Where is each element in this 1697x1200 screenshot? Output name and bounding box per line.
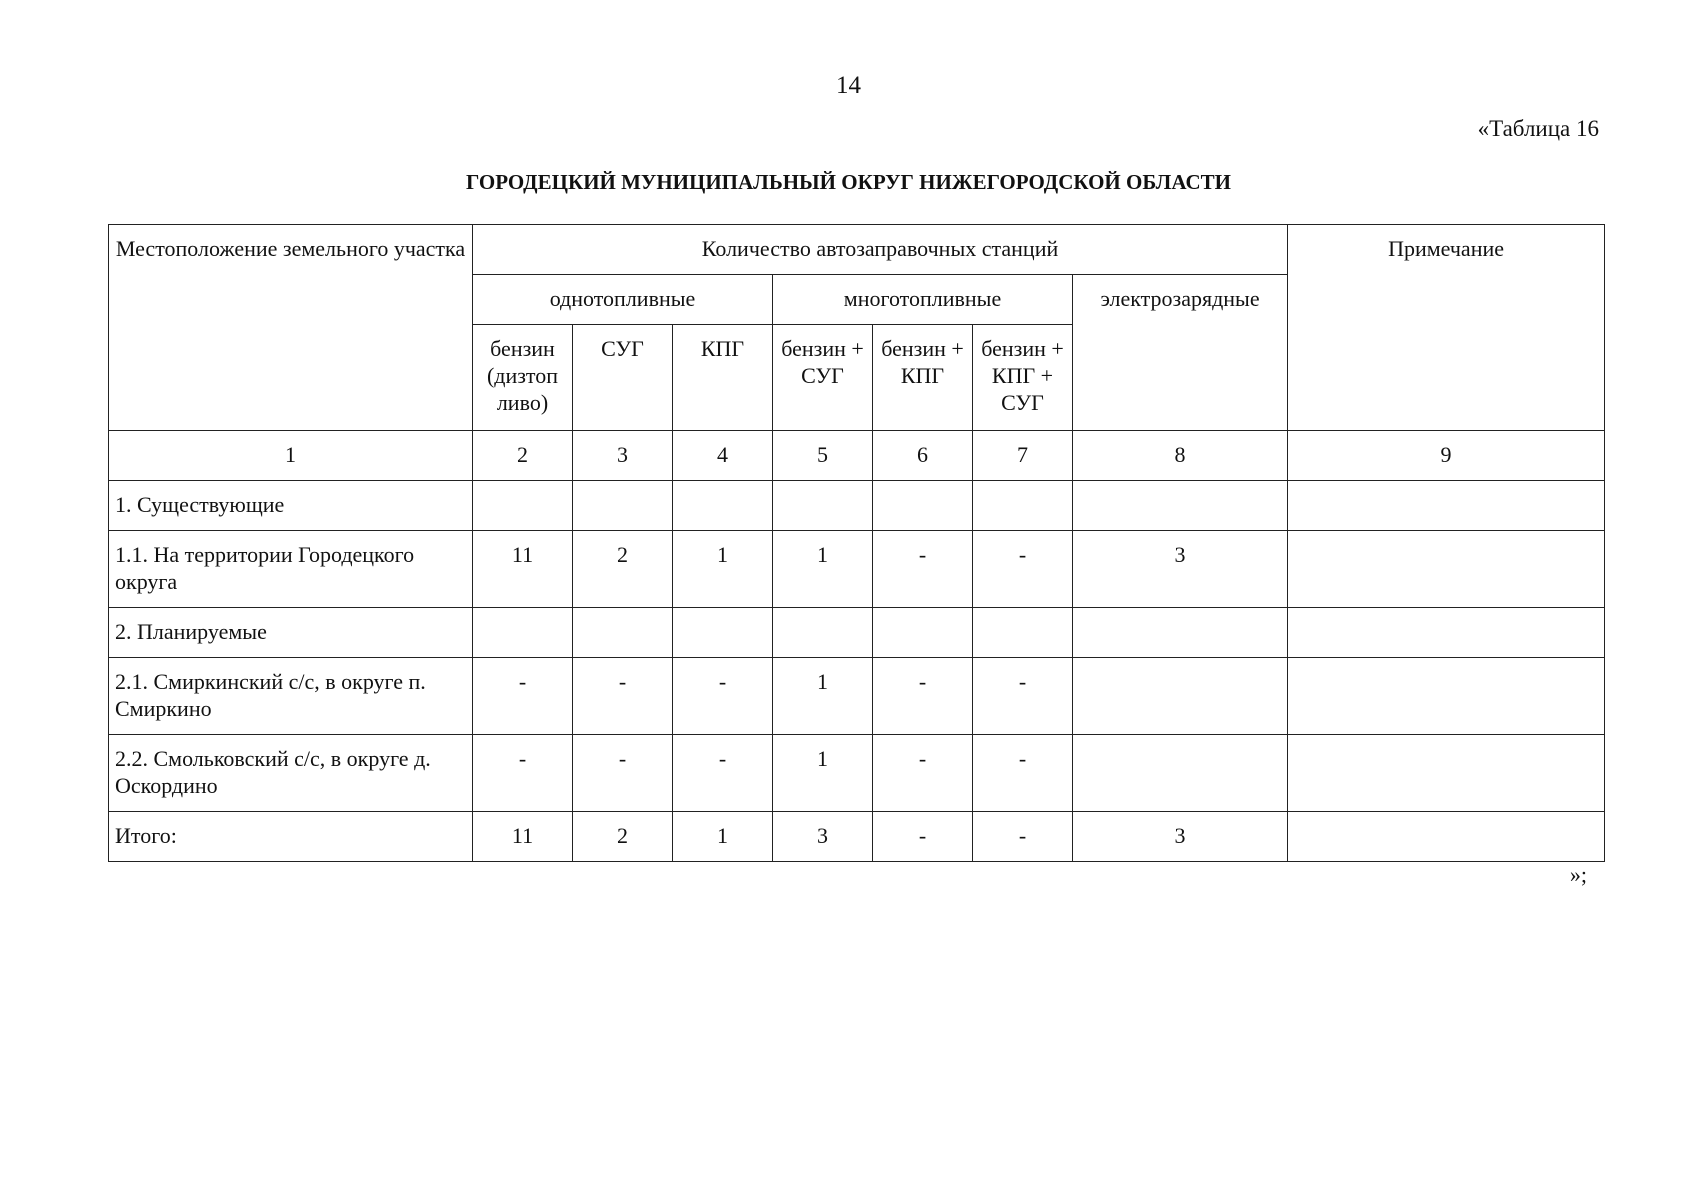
header-single-fuel: однотопливные (473, 275, 773, 325)
table-row (109, 481, 1605, 531)
table-cell (1073, 481, 1288, 531)
header-fuel-type: бензин + КПГ (873, 325, 973, 431)
table-cell: - (573, 735, 673, 812)
column-number: 9 (1288, 431, 1605, 481)
table-cell: 11 (473, 812, 573, 862)
table-cell (1288, 531, 1605, 608)
table-cell: 3 (773, 812, 873, 862)
row-label: 1.1. На территории Городецкого округа (109, 531, 473, 608)
table-cell: - (673, 658, 773, 735)
table-cell: - (573, 658, 673, 735)
column-number: 6 (873, 431, 973, 481)
header-note: Примечание (1288, 225, 1605, 431)
table-cell (1288, 812, 1605, 862)
table-caption: «Таблица 16 (1477, 116, 1599, 141)
column-number: 2 (473, 431, 573, 481)
table-cell: 11 (473, 531, 573, 608)
table-cell: 1 (773, 735, 873, 812)
table-cell: 3 (1073, 531, 1288, 608)
table-cell (873, 481, 973, 531)
table-cell: 1 (673, 812, 773, 862)
table-cell (973, 481, 1073, 531)
row-label: 2.1. Смиркинский с/с, в округе п. Смиркино (109, 658, 473, 735)
table-cell (1288, 481, 1605, 531)
header-location: Местоположение земельного участка (109, 225, 473, 431)
column-number-row (109, 431, 1605, 481)
page-number: 14 (836, 72, 861, 99)
table-cell: - (973, 531, 1073, 608)
header-station-count: Количество автозаправочных станций (473, 225, 1288, 275)
table-cell: - (473, 658, 573, 735)
table-cell (473, 608, 573, 658)
table-cell (573, 481, 673, 531)
header-fuel-type: бензин + КПГ + СУГ (973, 325, 1073, 431)
table-cell: - (973, 812, 1073, 862)
table-cell: - (973, 735, 1073, 812)
header-fuel-type: бензин + СУГ (773, 325, 873, 431)
header-multi-fuel: многотопливные (773, 275, 1073, 325)
table-cell (1073, 658, 1288, 735)
table-cell (673, 481, 773, 531)
table-cell: - (873, 735, 973, 812)
table-cell: - (873, 812, 973, 862)
table-cell: 2 (573, 531, 673, 608)
table-cell: 3 (1073, 812, 1288, 862)
column-number: 5 (773, 431, 873, 481)
closing-quote-mark: »; (1569, 862, 1587, 887)
table-cell (673, 608, 773, 658)
table-row (109, 735, 1605, 812)
column-number: 3 (573, 431, 673, 481)
header-fuel-type: СУГ (573, 325, 673, 431)
table-cell: - (473, 735, 573, 812)
table-cell: - (673, 735, 773, 812)
row-label: 1. Существующие (109, 481, 473, 531)
table-row (109, 608, 1605, 658)
row-label: 2.2. Смольковский с/с, в округе д. Оскордино (109, 735, 473, 812)
table-row (109, 658, 1605, 735)
table-cell: 1 (773, 658, 873, 735)
header-fuel-type: КПГ (673, 325, 773, 431)
column-number: 4 (673, 431, 773, 481)
table-cell (1073, 608, 1288, 658)
table-cell: - (873, 531, 973, 608)
header-fuel-type: бензин (дизтоп ливо) (473, 325, 573, 431)
table-cell: - (973, 658, 1073, 735)
table-cell: 2 (573, 812, 673, 862)
table-cell (773, 608, 873, 658)
table-cell: 1 (773, 531, 873, 608)
table-cell: - (873, 658, 973, 735)
column-number: 7 (973, 431, 1073, 481)
row-label: Итого: (109, 812, 473, 862)
row-label: 2. Планируемые (109, 608, 473, 658)
document-title: ГОРОДЕЦКИЙ МУНИЦИПАЛЬНЫЙ ОКРУГ НИЖЕГОРОДСКОЙ ОБЛАСТИ (466, 170, 1231, 194)
table-cell (573, 608, 673, 658)
table-cell (1288, 608, 1605, 658)
column-number: 1 (109, 431, 473, 481)
column-number: 8 (1073, 431, 1288, 481)
gas-stations-table (108, 224, 1605, 862)
table-cell (773, 481, 873, 531)
table-row-total (109, 812, 1605, 862)
table-cell (1073, 735, 1288, 812)
table-cell (973, 608, 1073, 658)
table-cell (1288, 658, 1605, 735)
table-cell (873, 608, 973, 658)
table-row (109, 531, 1605, 608)
header-electric: электрозарядные (1073, 275, 1288, 431)
table-cell (1288, 735, 1605, 812)
table-cell: 1 (673, 531, 773, 608)
table-cell (473, 481, 573, 531)
